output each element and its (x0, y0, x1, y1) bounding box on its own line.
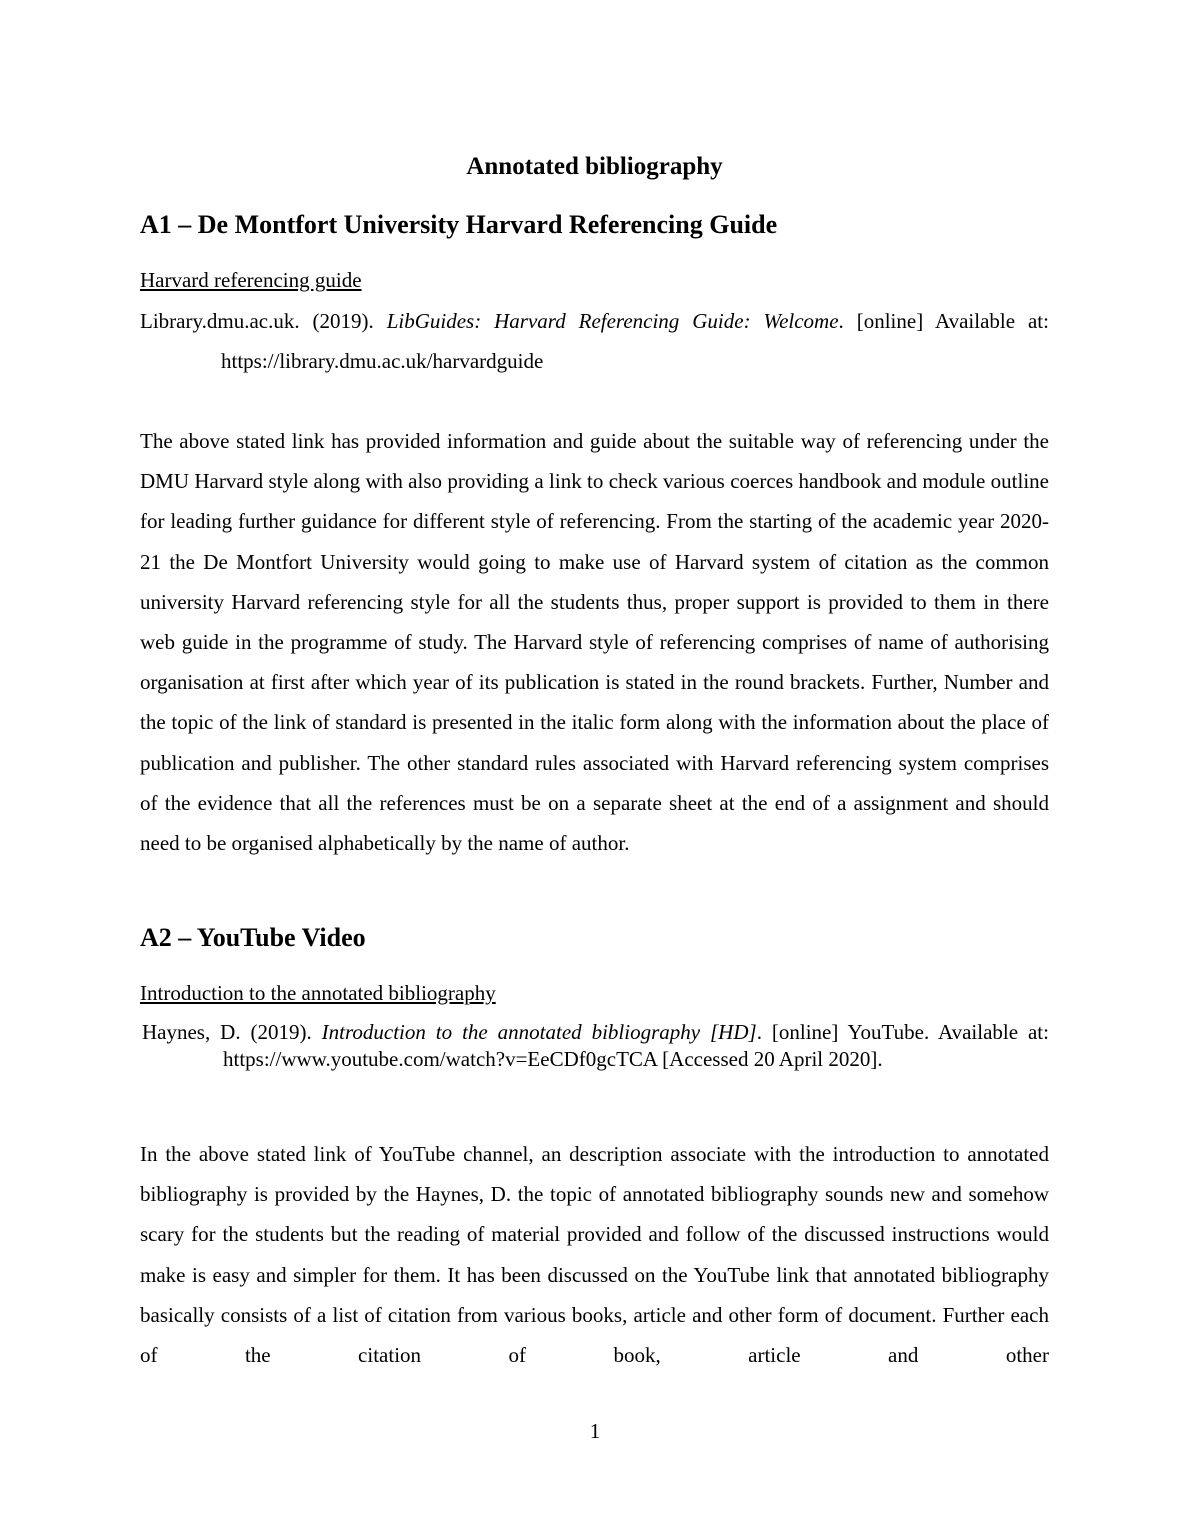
reference-author-year: Library.dmu.ac.uk. (2019). (140, 309, 387, 333)
reference-title: LibGuides: Harvard Referencing Guide: Welcome (386, 309, 839, 333)
page-number: 1 (589, 1419, 601, 1443)
reference-a2 (140, 1019, 1049, 1073)
subheading-harvard-guide: Harvard referencing guide (140, 268, 362, 292)
reference-a1 (140, 301, 1049, 381)
section-heading-a1: A1 – De Montfort University Harvard Referencing Guide (140, 210, 778, 239)
reference-author-year: Haynes, D. (2019). (142, 1020, 322, 1044)
subheading-intro-annotated: Introduction to the annotated bibliography (140, 981, 496, 1005)
annotation-a1: The above stated link has provided information and guide about the suitable way of referencing under the DMU Harvard style along with also providing a link to check various coerces handbook and module outline for leading further guidance for different style of referencing. From the starting of the academic year 2020-21 the De Montfort University would going to make use of Harvard system of citation as the common university Harvard referencing style for all the students thus, proper support is provided to them in there web guide in the programme of study. The Harvard style of referencing comprises of name of authorising organisation at first after which year of its publication is stated in the round brackets. Further, Number and the topic of the link of standard is presented in the italic form along with the information about the place of publication and publisher. The other standard rules associated with Harvard referencing system comprises of the evidence that all the references must be on a separate sheet at the end of a assignment and should need to be organised alphabetically by the name of author. (140, 429, 1049, 856)
section-heading-a2: A2 – YouTube Video (140, 923, 366, 952)
document-title: Annotated bibliography (466, 153, 723, 180)
annotation-a2: In the above stated link of YouTube channel, an description associate with the introduction to annotated bibliography is provided by the Haynes, D. the topic of annotated bibliography sounds new and somehow scary for the students but the reading of material provided and follow of the discussed instructions would make is easy and simpler for them. It has been discussed on the YouTube link that annotated bibliography basically consists of a list of citation from various books, article and other form of document. Further each of the citation of book, article and other (140, 1142, 1049, 1368)
reference-details: . [online] Available at: https://library.dmu.ac.uk/harvardguide (221, 309, 1049, 373)
reference-details: . [online] YouTube. Available at: https://www.youtube.com/watch?v=EeCDf0gcTCA [Accessed 20 April 2020]. (223, 1020, 1049, 1071)
reference-title: Introduction to the annotated bibliography [HD] (321, 1020, 757, 1044)
